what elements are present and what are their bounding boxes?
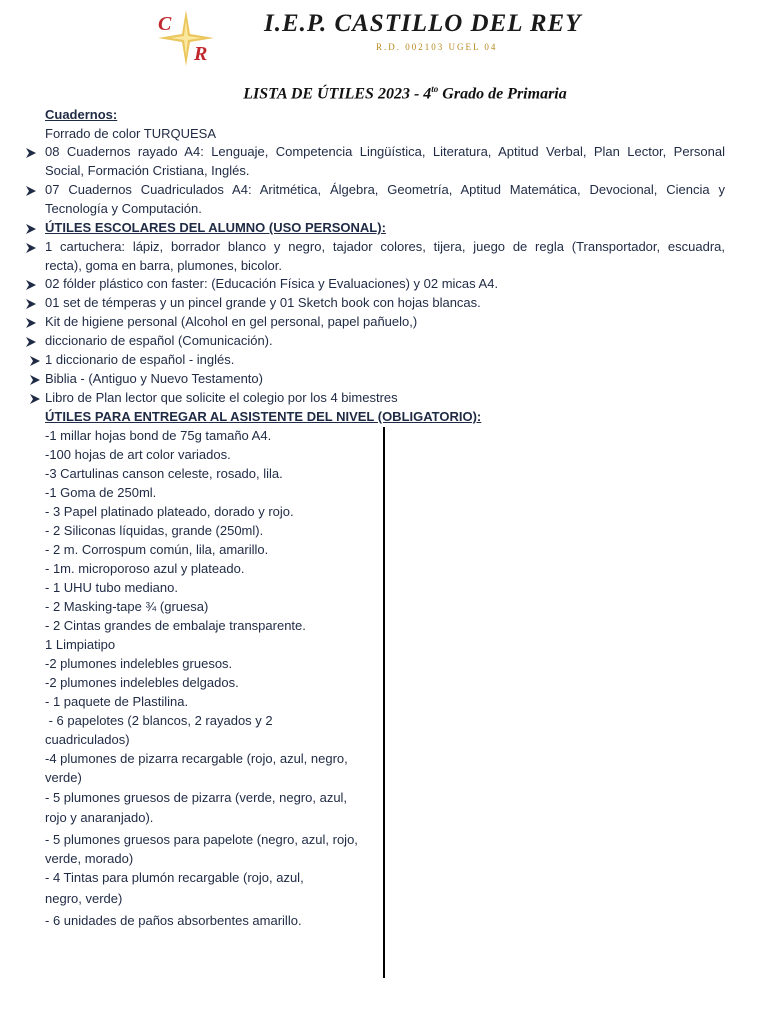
list-item: 07 Cuadernos Cuadriculados A4: Aritmética, Álgebra, Geometría, Aptitud Matemática, Devocional, Ciencia y [45, 182, 725, 197]
arrow-bullet-icon [28, 373, 42, 387]
arrow-bullet-icon [24, 241, 38, 255]
list-item: Biblia - (Antiguo y Nuevo Testamento) [45, 371, 263, 386]
list-item: - 1m. microporoso azul y plateado. [45, 561, 245, 576]
list-item: - 5 plumones gruesos de pizarra (verde, negro, azul, [45, 790, 348, 805]
list-item-continuation: recta), goma en barra, plumones, bicolor. [45, 258, 283, 273]
logo-letter-c: C [158, 13, 172, 35]
list-item: 1 Limpiatipo [45, 637, 116, 652]
list-item: -3 Cartulinas canson celeste, rosado, lila. [45, 466, 283, 481]
list-item-continuation: Tecnología y Computación. [45, 201, 202, 216]
list-item: 01 set de témperas y un pincel grande y 01 Sketch book con hojas blancas. [45, 295, 481, 310]
list-item: -4 plumones de pizarra recargable (rojo, azul, negro, [45, 751, 348, 766]
arrow-bullet-icon [24, 184, 38, 198]
list-item: 1 cartuchera: lápiz, borrador blanco y negro, tajador colores, tijera, juego de regla (Transportador, escuadra, [45, 239, 725, 254]
section-heading-cuadernos: Cuadernos: [45, 107, 118, 122]
list-item: Libro de Plan lector que solicite el colegio por los 4 bimestres [45, 390, 398, 405]
title-prefix: LISTA DE ÚTILES 2023 - 4 [243, 85, 432, 103]
page-title [0, 84, 768, 103]
list-item: -1 millar hojas bond de 75g tamaño A4. [45, 428, 272, 443]
list-item: -1 Goma de 250ml. [45, 485, 157, 500]
list-item-continuation: cuadriculados) [45, 732, 130, 747]
list-item: - 4 Tintas para plumón recargable (rojo, azul, [45, 870, 304, 885]
list-item: 02 fólder plástico con faster: (Educación Física y Evaluaciones) y 02 micas A4. [45, 276, 499, 291]
list-item: - 3 Papel platinado plateado, dorado y rojo. [45, 504, 294, 519]
arrow-bullet-icon [28, 354, 42, 368]
school-logo [156, 10, 236, 66]
arrow-bullet-icon [24, 278, 38, 292]
arrow-bullet-icon [24, 316, 38, 330]
school-name: I.E.P. CASTILLO DEL REY [264, 10, 582, 37]
list-item-continuation: verde, morado) [45, 851, 134, 866]
title-superscript: to [431, 84, 439, 94]
list-item: -2 plumones indelebles delgados. [45, 675, 239, 690]
list-item-continuation: Social, Formación Cristiana, Inglés. [45, 163, 250, 178]
list-item: - 2 m. Corrospum común, lila, amarillo. [45, 542, 269, 557]
list-item: -2 plumones indelebles gruesos. [45, 656, 233, 671]
arrow-bullet-icon [24, 222, 38, 236]
list-item: - 2 Cintas grandes de embalaje transparente. [45, 618, 306, 633]
arrow-bullet-icon [28, 392, 42, 406]
section-heading-uso-personal: ÚTILES ESCOLARES DEL ALUMNO (USO PERSONAL): [45, 220, 386, 235]
arrow-bullet-icon [24, 297, 38, 311]
column-divider [383, 427, 385, 978]
cuadernos-note: Forrado de color TURQUESA [45, 126, 216, 141]
school-registration: R.D. 002103 UGEL 04 [376, 42, 498, 52]
arrow-bullet-icon [24, 335, 38, 349]
list-item: - 1 UHU tubo mediano. [45, 580, 178, 595]
section-heading-asistente: ÚTILES PARA ENTREGAR AL ASISTENTE DEL NIVEL (OBLIGATORIO): [45, 409, 482, 424]
list-item: 08 Cuadernos rayado A4: Lenguaje, Competencia Lingüística, Literatura, Aptitud Verbal, Plan Lector, Personal [45, 144, 725, 159]
list-item: diccionario de español (Comunicación). [45, 333, 273, 348]
list-item: 1 diccionario de español - inglés. [45, 352, 235, 367]
arrow-bullet-icon [24, 146, 38, 160]
list-item: Kit de higiene personal (Alcohol en gel personal, papel pañuelo,) [45, 314, 418, 329]
list-item: - 2 Siliconas líquidas, grande (250ml). [45, 523, 264, 538]
logo-letter-r: R [194, 43, 208, 65]
list-item: - 1 paquete de Plastilina. [45, 694, 189, 709]
list-item: - 2 Masking-tape ¾ (gruesa) [45, 599, 209, 614]
letterhead [0, 0, 768, 70]
list-item: - 5 plumones gruesos para papelote (negro, azul, rojo, [45, 832, 358, 847]
list-item-continuation: verde) [45, 770, 82, 785]
list-item: - 6 unidades de paños absorbentes amarillo. [45, 913, 302, 928]
title-suffix: Grado de Primaria [438, 85, 567, 103]
list-item-continuation: negro, verde) [45, 891, 123, 906]
list-item-continuation: rojo y anaranjado). [45, 810, 154, 825]
list-item: - 6 papelotes (2 blancos, 2 rayados y 2 [45, 713, 273, 728]
list-item: -100 hojas de art color variados. [45, 447, 231, 462]
